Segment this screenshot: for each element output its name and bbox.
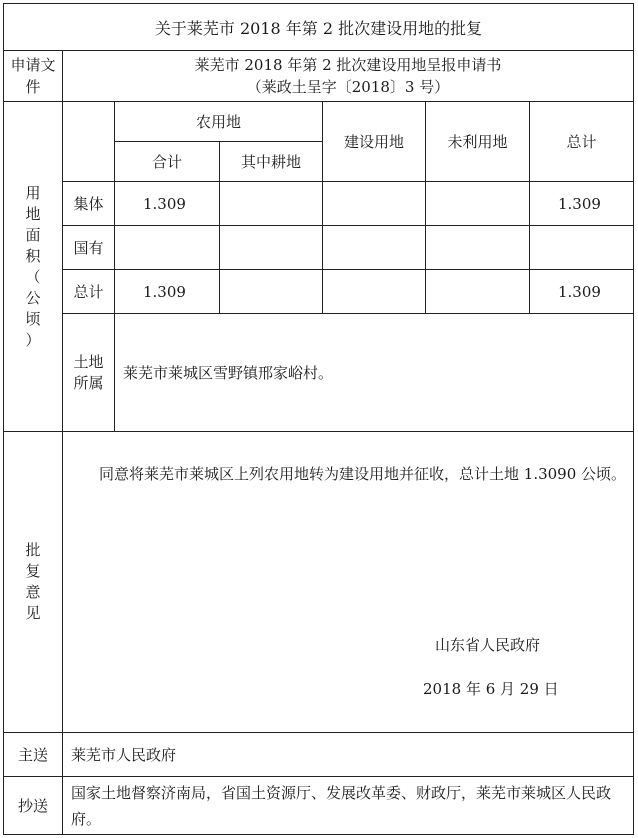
cell-subtotal: 1.309 bbox=[115, 270, 220, 314]
cc-value: 国家土地督察济南局，省国土资源厅、发展改革委、财政厅，莱芜市莱城区人民政府。 bbox=[63, 777, 634, 835]
signature: 山东省人民政府 bbox=[435, 636, 541, 654]
header-agricultural-land: 农用地 bbox=[115, 102, 323, 142]
cell-construction bbox=[323, 226, 426, 270]
table-row bbox=[4, 182, 634, 226]
application-label: 申请文件 bbox=[4, 51, 63, 102]
document-title: 关于莱芜市 2018 年第 2 批次建设用地的批复 bbox=[4, 4, 634, 51]
row-label-total: 总计 bbox=[63, 270, 115, 314]
cell-unused bbox=[426, 226, 530, 270]
cell-farmland bbox=[220, 182, 323, 226]
opinion-label: 批 复 意 见 bbox=[4, 432, 63, 733]
location-value: 莱芜市莱城区雪野镇邢家峪村。 bbox=[115, 314, 634, 432]
row-label-collective: 集体 bbox=[63, 182, 115, 226]
approval-document bbox=[3, 3, 633, 833]
header-construction-land: 建设用地 bbox=[323, 102, 426, 182]
cell-subtotal bbox=[115, 226, 220, 270]
approval-table bbox=[3, 3, 634, 835]
row-label-state-owned: 国有 bbox=[63, 226, 115, 270]
send-to-label: 主送 bbox=[4, 733, 63, 777]
application-document bbox=[63, 51, 634, 102]
application-doc-title: 莱芜市 2018 年第 2 批次建设用地呈报申请书 bbox=[194, 56, 502, 74]
application-doc-number: （莱政土呈字〔2018〕3 号） bbox=[246, 78, 450, 96]
approval-date: 2018 年 6 月 29 日 bbox=[423, 680, 559, 698]
send-to-value: 莱芜市人民政府 bbox=[63, 733, 634, 777]
cell-farmland bbox=[220, 270, 323, 314]
table-row bbox=[4, 226, 634, 270]
header-unused-land: 未利用地 bbox=[426, 102, 530, 182]
header-corner bbox=[63, 102, 115, 182]
cell-total: 1.309 bbox=[530, 182, 634, 226]
cell-total: 1.309 bbox=[530, 270, 634, 314]
location-label: 土地 所属 bbox=[63, 314, 115, 432]
cell-construction bbox=[323, 182, 426, 226]
cell-construction bbox=[323, 270, 426, 314]
cell-total bbox=[530, 226, 634, 270]
land-area-section-label: 用 地 面 积 （ 公 顷 ） bbox=[4, 102, 63, 432]
opinion-text: 同意将莱芜市莱城区上列农用地转为建设用地并征收，总计土地 1.3090 公顷。 bbox=[99, 465, 627, 483]
cell-unused bbox=[426, 182, 530, 226]
cell-unused bbox=[426, 270, 530, 314]
cell-farmland bbox=[220, 226, 323, 270]
table-row bbox=[4, 270, 634, 314]
header-subtotal: 合计 bbox=[115, 142, 220, 182]
cc-label: 抄送 bbox=[4, 777, 63, 835]
cell-subtotal: 1.309 bbox=[115, 182, 220, 226]
opinion-content bbox=[63, 432, 634, 733]
header-total: 总计 bbox=[530, 102, 634, 182]
header-farmland: 其中耕地 bbox=[220, 142, 323, 182]
